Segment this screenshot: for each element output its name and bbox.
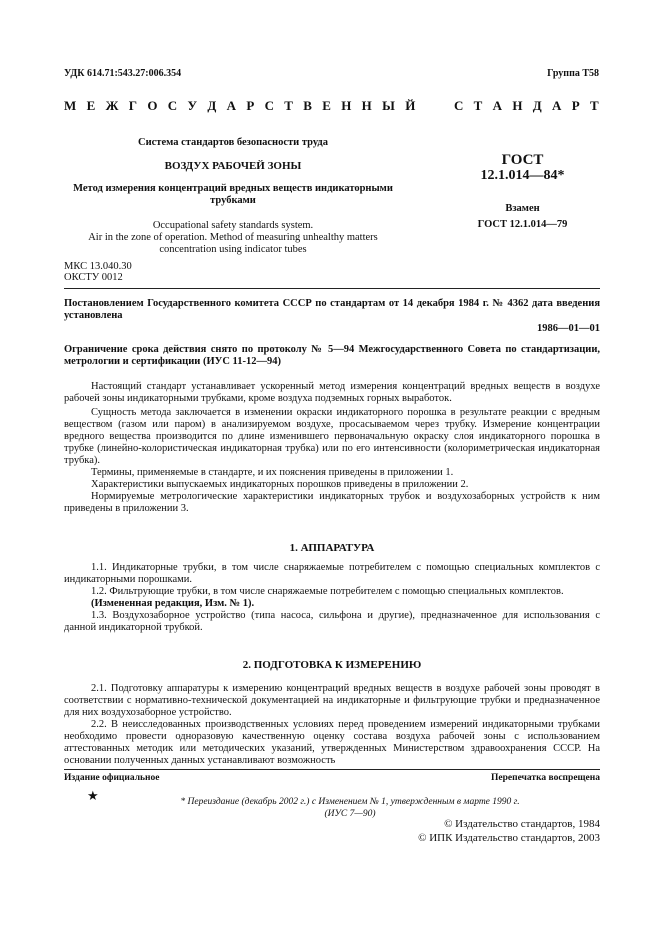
heading-letter: У	[187, 98, 198, 113]
heading-letter: Ж	[105, 98, 119, 113]
clause-1-1: 1.1. Индикаторные трубки, в том числе снаряжаемые потребителем с помощью специальных комплектов с индикаторными порошками.	[64, 562, 600, 585]
heading-letter: С	[453, 98, 464, 113]
divider-bottom	[64, 769, 600, 770]
heading-letter: Р	[571, 98, 580, 113]
english-title-line3: concentration using indicator tubes	[159, 244, 307, 255]
copyright-1984: © Издательство стандартов, 1984	[444, 818, 600, 830]
clause-2-1: 2.1. Подготовку аппаратуры к измерению концентраций вредных веществ в воздухе рабочей зоны проводят в соответствии с нормативно-технической документацией на индикаторные и фильтрующие трубки и предназначенное для них воздухозаборное устройство.	[64, 683, 600, 718]
official-edition-label: Издание официальное	[64, 773, 160, 783]
heading-letter: М	[64, 98, 77, 113]
heading-letter: Р	[246, 98, 255, 113]
interstate-standard-heading	[64, 98, 599, 114]
section-1-body	[64, 562, 600, 634]
heading-letter: Е	[322, 98, 331, 113]
copyright-2003: © ИПК Издательство стандартов, 2003	[418, 832, 600, 844]
heading-letter: Г	[128, 98, 138, 113]
heading-letter: В	[303, 98, 312, 113]
clause-1-3: 1.3. Воздухозаборное устройство (типа насоса, сильфона и другие), предназначенное для использования с данной индикаторной трубкой.	[64, 610, 600, 633]
reissue-note-line1: * Переиздание (декабрь 2002 г.) с Изменением № 1, утвержденным в марте 1990 г.	[180, 797, 520, 807]
section-1-title: 1. АППАРАТУРА	[289, 542, 375, 554]
reprint-prohibited-label: Перепечатка воспрещена	[490, 773, 600, 783]
heading-letter: Й	[405, 98, 416, 113]
replaces-gost: ГОСТ 12.1.014—79	[477, 219, 568, 230]
restriction-note: Ограничение срока действия снято по протоколу № 5—94 Межгосударственного Совета по стандартизации, метрологии и сертификации (ИУС 11-12—94)	[64, 344, 600, 367]
gost-label: ГОСТ	[501, 152, 544, 168]
heading-letter: А	[226, 98, 236, 113]
group-code: Группа Т58	[547, 68, 599, 79]
decree-text: Постановлением Государственного комитета СССР по стандартам от 14 декабря 1984 г. № 4362 дата введения установлена	[64, 298, 600, 321]
document-title: ВОЗДУХ РАБОЧЕЙ ЗОНЫ	[164, 160, 302, 172]
oksty-code: ОКСТУ 0012	[64, 272, 123, 283]
intro-paragraph-powders: Характеристики выпускаемых индикаторных порошков приведены в приложении 2.	[91, 479, 469, 490]
heading-letter: Н	[512, 98, 523, 113]
english-title-line2: Air in the zone of operation. Method of measuring unhealthy matters	[88, 232, 378, 243]
introduction-date: 1986—01—01	[537, 323, 600, 334]
gost-number: 12.1.014—84*	[480, 168, 565, 183]
clause-1-2-amendment-note: (Измененная редакция, Изм. № 1).	[91, 598, 255, 609]
intro-paragraph-scope: Настоящий стандарт устанавливает ускоренный метод измерения концентраций вредных веществ в воздухе рабочей зоны индикаторными трубками, кроме воздуха подземных горных выработок.	[64, 381, 600, 404]
replaces-label: Взамен	[505, 203, 540, 214]
document-subtitle-line2: трубками	[210, 195, 256, 206]
mks-code: МКС 13.040.30	[64, 261, 132, 272]
heading-letter: Т	[590, 98, 599, 113]
heading-letter: Т	[284, 98, 293, 113]
heading-letter: Т	[473, 98, 483, 113]
heading-letter: Н	[341, 98, 352, 113]
heading-gap	[426, 98, 444, 114]
intro-paragraph-metrology: Нормируемые метрологические характеристики индикаторных трубок и воздухозаборных устройств к ним приведены в приложении 3.	[64, 491, 600, 514]
heading-letter: С	[167, 98, 178, 113]
english-title-line1: Occupational safety standards system.	[152, 220, 314, 231]
section-2-body	[64, 683, 600, 767]
udk-code: УДК 614.71:543.27:006.354	[64, 68, 182, 79]
heading-letter: О	[147, 98, 158, 113]
system-name: Система стандартов безопасности труда	[138, 137, 328, 148]
document-subtitle-line1: Метод измерения концентраций вредных веществ индикаторными	[73, 183, 393, 194]
section-2-title: 2. ПОДГОТОВКА К ИЗМЕРЕНИЮ	[242, 659, 422, 671]
heading-letter: А	[492, 98, 503, 113]
intro-paragraph-principle: Сущность метода заключается в изменении окраски индикаторного порошка в результате реакции с вредным веществом (газом или паром) в анализируемом воздухе, просасываемом через трубку. Измерение концентрации вредного вещества производится по длине изменившего первоначальную окраску слоя индикаторного порошка в трубке (линейно-колористическая индикаторная трубка) или по его интенсивности (колориметрическая индикаторная трубка).	[64, 407, 600, 466]
intro-paragraph-terms: Термины, применяемые в стандарте, и их пояснения приведены в приложении 1.	[91, 467, 454, 478]
reissue-note-line2: (ИУС 7—90)	[324, 809, 376, 819]
heading-letter: Н	[361, 98, 372, 113]
heading-letter: Е	[86, 98, 96, 113]
intro-text	[64, 381, 600, 515]
clause-1-2: 1.2. Фильтрующие трубки, в том числе снаряжаемые потребителем с помощью специальных комплектов.	[91, 586, 564, 597]
heading-letter: С	[264, 98, 274, 113]
clause-2-2: 2.2. В неисследованных производственных условиях перед проведением измерений индикаторными трубками необходимо провести одноразовую качественную оценку состава воздуха рабочей зоны с использованием аттестованных методик или методических указаний, утвержденных Министерством здравоохранения СССР. На основании полученных данных устанавливают возможность	[64, 719, 600, 766]
heading-letter: А	[552, 98, 562, 113]
heading-letter: Д	[207, 98, 217, 113]
heading-letter: Д	[532, 98, 542, 113]
star-icon: ★	[87, 788, 99, 803]
heading-letter: Ы	[382, 98, 395, 113]
divider-top	[64, 288, 600, 289]
